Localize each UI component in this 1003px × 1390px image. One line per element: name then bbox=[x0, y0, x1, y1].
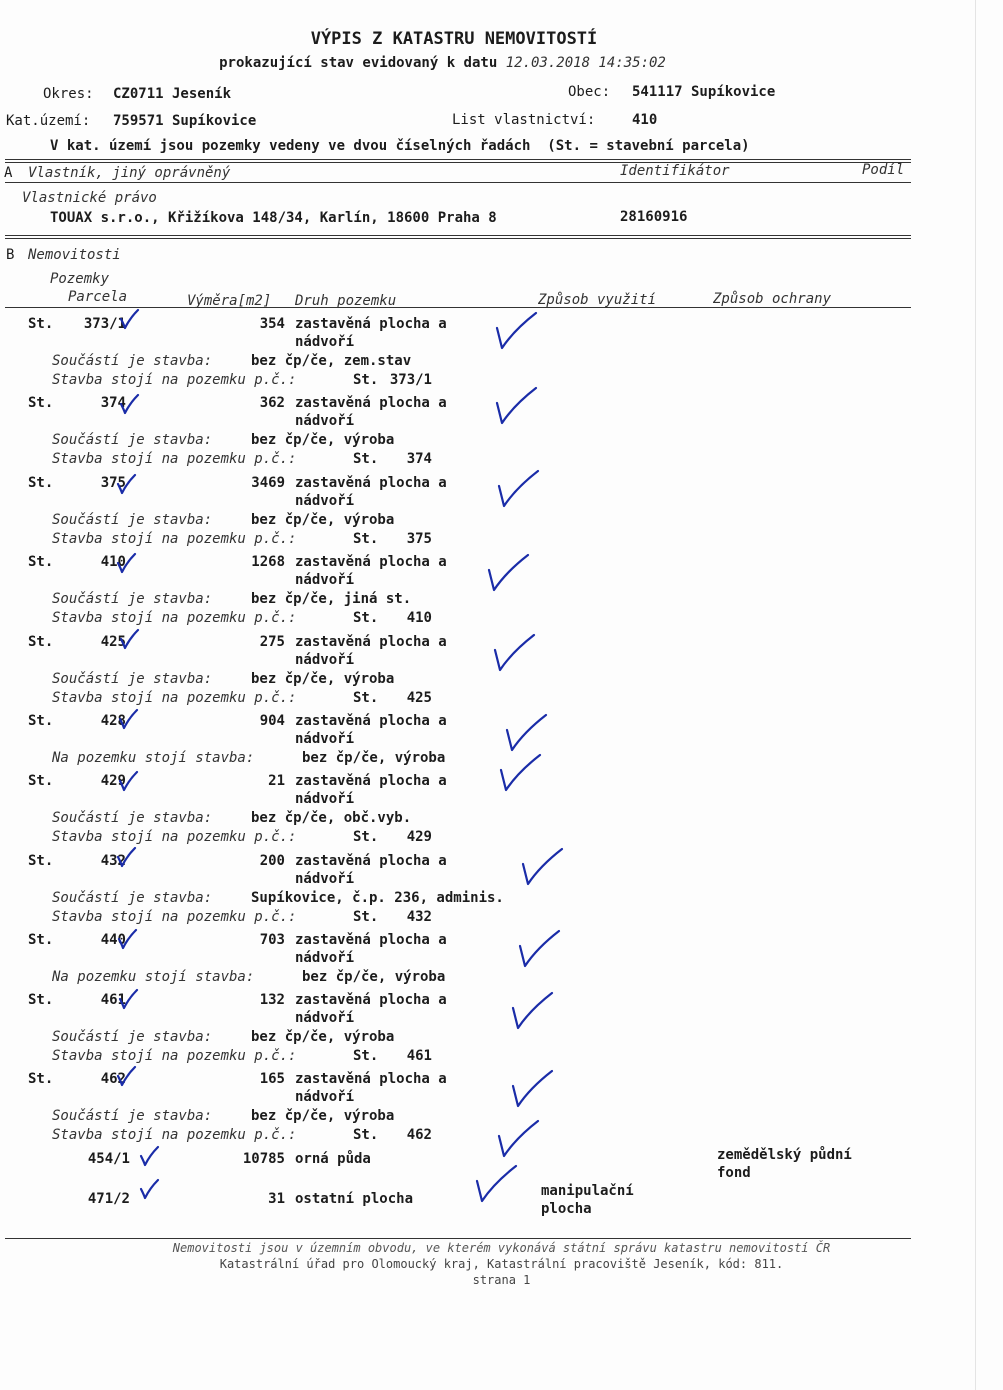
katuzemi-label: Kat.území: bbox=[6, 113, 91, 129]
parcel-land-type-cont: nádvoří bbox=[295, 652, 355, 668]
document-subtitle bbox=[0, 54, 885, 72]
parcel-number: 432 bbox=[100, 853, 126, 869]
stands-on-label: Stavba stojí na pozemku p.č.: bbox=[52, 372, 297, 388]
parcel-area: 31 bbox=[268, 1191, 285, 1207]
parcel-land-type: zastavěná plocha a bbox=[295, 773, 447, 789]
col-parcela: Parcela bbox=[68, 289, 128, 305]
handwritten-checkmark-icon bbox=[117, 708, 139, 730]
section-b-marker: B bbox=[6, 247, 15, 263]
building-value: bez čp/če, výroba bbox=[302, 969, 446, 985]
building-label: Na pozemku stojí stavba: bbox=[52, 969, 255, 985]
parcel-number: 462 bbox=[100, 1071, 126, 1087]
building-value: bez čp/če, výroba bbox=[251, 1108, 395, 1124]
stands-on-value: 373/1 bbox=[389, 372, 432, 388]
stands-on-st: St. bbox=[353, 451, 379, 467]
handwritten-checkmark-icon bbox=[115, 846, 137, 868]
stands-on-st: St. bbox=[353, 531, 379, 547]
handwritten-checkmark-large-icon bbox=[494, 468, 542, 510]
handwritten-checkmark-large-icon bbox=[515, 928, 563, 970]
col-zpusob-vyuziti: Způsob využití bbox=[538, 292, 657, 308]
parcel-area: 10785 bbox=[242, 1151, 285, 1167]
handwritten-checkmark-icon bbox=[115, 1065, 137, 1087]
handwritten-checkmark-large-icon bbox=[494, 1118, 542, 1160]
building-value: bez čp/če, výroba bbox=[251, 512, 395, 528]
parcel-number: 429 bbox=[100, 773, 126, 789]
parcel-area: 21 bbox=[268, 773, 285, 789]
stands-on-label: Stavba stojí na pozemku p.č.: bbox=[52, 610, 297, 626]
parcel-land-type: zastavěná plocha a bbox=[295, 932, 447, 948]
stands-on-st: St. bbox=[353, 372, 379, 388]
stands-on-value: 375 bbox=[406, 531, 432, 547]
col-druh: Druh pozemku bbox=[295, 293, 397, 309]
katuzemi-value: 759571 Supíkovice bbox=[113, 113, 257, 129]
section-a-title: Vlastník, jiný oprávněný bbox=[28, 165, 231, 181]
handwritten-checkmark-large-icon bbox=[492, 310, 540, 352]
handwritten-checkmark-large-icon bbox=[472, 1163, 520, 1205]
parcel-land-type-cont: nádvoří bbox=[295, 950, 355, 966]
parcel-area: 200 bbox=[259, 853, 285, 869]
stands-on-st: St. bbox=[353, 690, 379, 706]
building-value: bez čp/če, jiná st. bbox=[251, 591, 412, 607]
stands-on-value: 410 bbox=[406, 610, 432, 626]
parcel-number: 375 bbox=[100, 475, 126, 491]
stands-on-label: Stavba stojí na pozemku p.č.: bbox=[52, 829, 297, 845]
footer-line-2: Katastrální úřad pro Olomoucký kraj, Katastrální pracoviště Jeseník, kód: 811. bbox=[219, 1257, 784, 1271]
parcel-number: 461 bbox=[100, 992, 126, 1008]
section-b-title: Nemovitosti bbox=[28, 247, 121, 263]
parcel-number: 374 bbox=[100, 395, 126, 411]
handwritten-checkmark-large-icon bbox=[484, 552, 532, 594]
handwritten-checkmark-large-icon bbox=[508, 990, 556, 1032]
parcel-land-type-cont: nádvoří bbox=[295, 731, 355, 747]
pozemky-heading: Pozemky bbox=[50, 271, 110, 287]
parcel-land-type-cont: nádvoří bbox=[295, 334, 355, 350]
stands-on-value: 374 bbox=[406, 451, 432, 467]
handwritten-checkmark-icon bbox=[117, 988, 139, 1010]
parcel-number: 425 bbox=[100, 634, 126, 650]
stands-on-label: Stavba stojí na pozemku p.č.: bbox=[52, 1127, 297, 1143]
section-b-header-rule bbox=[5, 307, 911, 308]
stands-on-st: St. bbox=[353, 1127, 379, 1143]
handwritten-checkmark-large-icon bbox=[496, 752, 544, 794]
parcel-land-type: zastavěná plocha a bbox=[295, 634, 447, 650]
parcel-area: 904 bbox=[259, 713, 285, 729]
building-value: bez čp/če, výroba bbox=[302, 750, 446, 766]
vlastnicke-pravo: Vlastnické právo bbox=[22, 190, 157, 206]
parcel-usage: manipulační bbox=[541, 1183, 634, 1199]
stands-on-value: 462 bbox=[406, 1127, 432, 1143]
section-a-header-rule bbox=[5, 182, 911, 183]
parcel-number: 454/1 bbox=[87, 1151, 130, 1167]
building-value: bez čp/če, výroba bbox=[251, 432, 395, 448]
document-title: VÝPIS Z KATASTRU NEMOVITOSTÍ bbox=[310, 29, 598, 49]
parcel-land-type: zastavěná plocha a bbox=[295, 395, 447, 411]
st-prefix: St. bbox=[28, 316, 54, 332]
st-prefix: St. bbox=[28, 475, 54, 491]
list-value: 410 bbox=[632, 112, 658, 128]
stands-on-label: Stavba stojí na pozemku p.č.: bbox=[52, 909, 297, 925]
parcel-area: 354 bbox=[259, 316, 285, 332]
building-label: Součástí je stavba: bbox=[52, 432, 213, 448]
stands-on-label: Stavba stojí na pozemku p.č.: bbox=[52, 1048, 297, 1064]
building-label: Součástí je stavba: bbox=[52, 353, 213, 369]
handwritten-checkmark-icon bbox=[117, 770, 139, 792]
parcel-usage-cont: plocha bbox=[541, 1201, 592, 1217]
parcel-area: 362 bbox=[259, 395, 285, 411]
stands-on-value: 461 bbox=[406, 1048, 432, 1064]
parcel-land-type-cont: nádvoří bbox=[295, 493, 355, 509]
series-note: V kat. území jsou pozemky vedeny ve dvou číselných řadách (St. = stavební parcela) bbox=[50, 138, 750, 154]
building-value: Supíkovice, č.p. 236, adminis. bbox=[251, 890, 504, 906]
parcel-area: 1268 bbox=[251, 554, 285, 570]
parcel-land-type: ostatní plocha bbox=[295, 1191, 414, 1207]
handwritten-checkmark-large-icon bbox=[492, 385, 540, 427]
col-vymera: Výměra[m2] bbox=[187, 293, 272, 309]
parcel-land-type-cont: nádvoří bbox=[295, 791, 355, 807]
st-prefix: St. bbox=[28, 932, 54, 948]
stands-on-label: Stavba stojí na pozemku p.č.: bbox=[52, 531, 297, 547]
section-a-rule bbox=[5, 159, 911, 163]
stands-on-label: Stavba stojí na pozemku p.č.: bbox=[52, 451, 297, 467]
building-label: Na pozemku stojí stavba: bbox=[52, 750, 255, 766]
parcel-land-type-cont: nádvoří bbox=[295, 1089, 355, 1105]
parcel-land-type: zastavěná plocha a bbox=[295, 554, 447, 570]
building-label: Součástí je stavba: bbox=[52, 1029, 213, 1045]
parcel-number: 410 bbox=[100, 554, 126, 570]
handwritten-checkmark-icon bbox=[138, 1178, 160, 1200]
handwritten-checkmark-icon bbox=[118, 393, 140, 415]
building-value: bez čp/če, zem.stav bbox=[251, 353, 412, 369]
st-prefix: St. bbox=[28, 773, 54, 789]
stands-on-st: St. bbox=[353, 610, 379, 626]
parcel-protection-cont: fond bbox=[717, 1165, 751, 1181]
stands-on-st: St. bbox=[353, 909, 379, 925]
building-value: bez čp/če, výroba bbox=[251, 1029, 395, 1045]
okres-value: CZ0711 Jeseník bbox=[113, 86, 232, 102]
section-a-marker: A bbox=[4, 165, 13, 181]
building-label: Součástí je stavba: bbox=[52, 1108, 213, 1124]
scan-edge bbox=[975, 0, 976, 1390]
handwritten-checkmark-large-icon bbox=[508, 1068, 556, 1110]
okres-label: Okres: bbox=[43, 86, 94, 102]
parcel-area: 703 bbox=[259, 932, 285, 948]
parcel-protection: zemědělský půdní bbox=[717, 1147, 852, 1163]
parcel-land-type-cont: nádvoří bbox=[295, 572, 355, 588]
stands-on-st: St. bbox=[353, 829, 379, 845]
col-podil: Podíl bbox=[862, 162, 905, 178]
parcel-land-type-cont: nádvoří bbox=[295, 1010, 355, 1026]
handwritten-checkmark-icon bbox=[138, 1145, 160, 1167]
owner-id: 28160916 bbox=[620, 209, 688, 225]
handwritten-checkmark-icon bbox=[118, 308, 140, 330]
st-prefix: St. bbox=[28, 554, 54, 570]
st-prefix: St. bbox=[28, 395, 54, 411]
stands-on-label: Stavba stojí na pozemku p.č.: bbox=[52, 690, 297, 706]
col-identifikator: Identifikátor bbox=[620, 163, 730, 179]
handwritten-checkmark-large-icon bbox=[502, 712, 550, 754]
subtitle-prefix: prokazující stav evidovaný k datu bbox=[219, 55, 498, 71]
handwritten-checkmark-icon bbox=[118, 628, 140, 650]
parcel-area: 165 bbox=[259, 1071, 285, 1087]
building-label: Součástí je stavba: bbox=[52, 890, 213, 906]
building-label: Součástí je stavba: bbox=[52, 810, 213, 826]
footer-line-1: Nemovitosti jsou v územním obvodu, ve kterém vykonává státní správu katastru nemovitostí ČR bbox=[172, 1241, 831, 1255]
parcel-land-type: zastavěná plocha a bbox=[295, 1071, 447, 1087]
handwritten-checkmark-icon bbox=[115, 552, 137, 574]
parcel-number: 428 bbox=[100, 713, 126, 729]
footer-rule bbox=[5, 1238, 911, 1239]
handwritten-checkmark-large-icon bbox=[490, 632, 538, 674]
stands-on-st: St. bbox=[353, 1048, 379, 1064]
building-value: bez čp/če, výroba bbox=[251, 671, 395, 687]
list-label: List vlastnictví: bbox=[452, 112, 596, 128]
obec-value: 541117 Supíkovice bbox=[632, 84, 776, 100]
st-prefix: St. bbox=[28, 713, 54, 729]
handwritten-checkmark-icon bbox=[116, 928, 138, 950]
building-label: Součástí je stavba: bbox=[52, 512, 213, 528]
stands-on-value: 429 bbox=[406, 829, 432, 845]
building-label: Součástí je stavba: bbox=[52, 591, 213, 607]
parcel-area: 3469 bbox=[251, 475, 285, 491]
parcel-number: 373/1 bbox=[83, 316, 126, 332]
st-prefix: St. bbox=[28, 853, 54, 869]
handwritten-checkmark-large-icon bbox=[518, 846, 566, 888]
col-zpusob-ochrany: Způsob ochrany bbox=[713, 291, 832, 307]
parcel-land-type: zastavěná plocha a bbox=[295, 475, 447, 491]
st-prefix: St. bbox=[28, 992, 54, 1008]
obec-label: Obec: bbox=[568, 84, 611, 100]
building-value: bez čp/če, obč.vyb. bbox=[251, 810, 412, 826]
parcel-land-type-cont: nádvoří bbox=[295, 871, 355, 887]
parcel-number: 471/2 bbox=[87, 1191, 130, 1207]
parcel-area: 275 bbox=[259, 634, 285, 650]
section-b-rule bbox=[5, 235, 911, 239]
stands-on-value: 432 bbox=[406, 909, 432, 925]
parcel-land-type: orná půda bbox=[295, 1151, 371, 1167]
stands-on-value: 425 bbox=[406, 690, 432, 706]
st-prefix: St. bbox=[28, 1071, 54, 1087]
handwritten-checkmark-icon bbox=[115, 473, 137, 495]
st-prefix: St. bbox=[28, 634, 54, 650]
building-label: Součástí je stavba: bbox=[52, 671, 213, 687]
parcel-land-type: zastavěná plocha a bbox=[295, 316, 447, 332]
subtitle-date: 12.03.2018 14:35:02 bbox=[505, 55, 666, 71]
parcel-land-type-cont: nádvoří bbox=[295, 413, 355, 429]
parcel-land-type: zastavěná plocha a bbox=[295, 853, 447, 869]
parcel-area: 132 bbox=[259, 992, 285, 1008]
footer-page: strana 1 bbox=[472, 1273, 531, 1287]
parcel-land-type: zastavěná plocha a bbox=[295, 992, 447, 1008]
parcel-land-type: zastavěná plocha a bbox=[295, 713, 447, 729]
parcel-number: 440 bbox=[100, 932, 126, 948]
owner-name: TOUAX s.r.o., Křižíkova 148/34, Karlín, 18600 Praha 8 bbox=[50, 210, 497, 226]
